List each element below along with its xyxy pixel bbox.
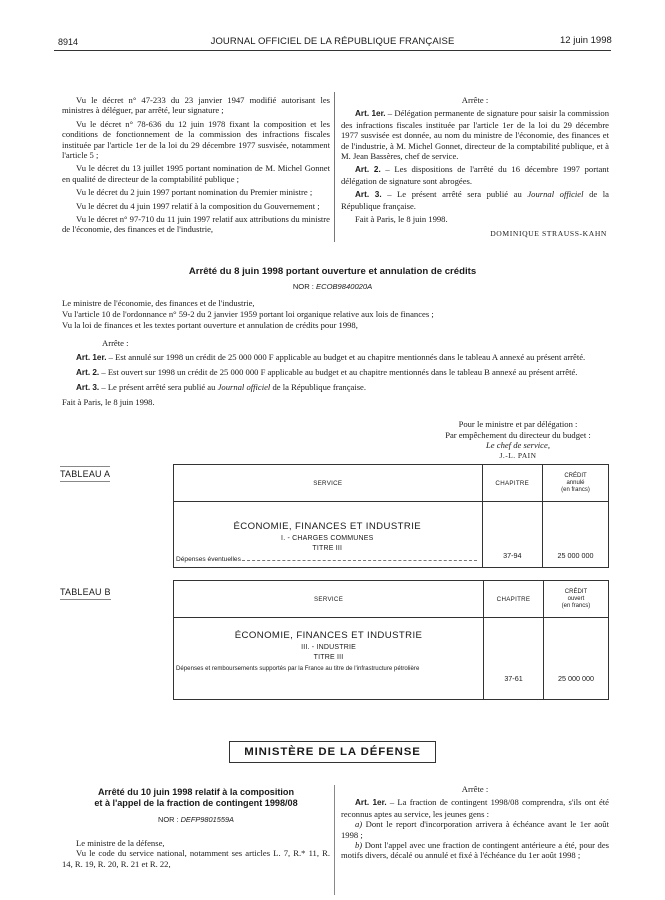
nor-label: NOR :: [157, 815, 181, 824]
signature-line: Par empêchement du directeur du budget :: [445, 429, 591, 440]
visa: Vu le décret du 2 juin 1997 portant nomination du Premier ministre ;: [76, 187, 313, 198]
nor-value: DEFP9801559A: [180, 815, 234, 824]
nor-label: NOR :: [292, 282, 317, 291]
article-label: Art. 1er.: [355, 109, 386, 119]
ministry-heading: ÉCONOMIE, FINANCES ET INDUSTRIE: [233, 521, 422, 532]
header-service: SERVICE: [174, 581, 484, 618]
arrete2-nor: [0, 282, 665, 291]
titre-heading: TITRE III: [313, 654, 344, 661]
list-item: [341, 819, 609, 840]
article-text: – Est ouvert sur 1998 un crédit de 25 000 000 F applicable au budget et au chapitre mentionnés dans le tableau B annexé au présent arrêté.: [99, 366, 578, 377]
column-divider: [334, 92, 335, 242]
journal-title: JOURNAL OFFICIEL DE LA RÉPUBLIQUE FRANÇAISE: [210, 36, 455, 47]
header-chapitre: CHAPITRE: [482, 465, 542, 502]
issue-date: 12 juin 1998: [560, 35, 612, 46]
ministry-heading: ÉCONOMIE, FINANCES ET INDUSTRIE: [234, 630, 423, 641]
chapitre-cell: 37-61: [484, 618, 544, 700]
signature-line: Pour le ministre et par délégation :: [458, 419, 578, 429]
article-label: Art. 3.: [76, 382, 100, 392]
fait-a-paris: Fait à Paris, le 8 juin 1998.: [355, 214, 448, 225]
article: [62, 352, 610, 364]
tableau-a-label: TABLEAU A: [60, 466, 110, 482]
arrete-label: Arrête :: [461, 95, 489, 105]
service-cell: [174, 502, 483, 568]
visa: Vu le décret n° 47-233 du 23 janvier 1947 modifié autorisant les ministres à déléguer, par arrêté, leur signature ;: [62, 95, 330, 116]
article-label: Art. 3.: [355, 190, 382, 200]
service-cell: [174, 618, 484, 700]
journal-officiel-ref: Journal officiel: [217, 381, 271, 392]
section-heading: III. - INDUSTRIE: [301, 644, 357, 651]
list-item: [341, 840, 609, 861]
visa: Vu le décret du 4 juin 1997 relatif à la composition du Gouvernement ;: [76, 200, 320, 211]
preamble-line: Le ministre de la défense,: [76, 838, 165, 848]
expense-line: [176, 556, 479, 563]
expense-label: Dépenses et remboursements supportés par la France au titre de l'infrastructure pétrolière: [176, 665, 420, 672]
page-number: 8914: [58, 37, 79, 47]
visa: Vu le décret du 13 juillet 1995 portant nomination de M. Michel Gonnet en qualité de directeur de la comptabilité publique ;: [62, 163, 330, 184]
chapitre-cell: 37-94: [482, 502, 542, 568]
article-text: – La fraction de contingent 1998/08 comprendra, s'ils ont été reconnus aptes au service, les jeunes gens :: [341, 797, 609, 819]
signature-title: Le chef de service,: [486, 440, 550, 451]
expense-line: [176, 665, 481, 672]
arrete3-nor: [62, 815, 330, 824]
arrete2-title: Arrêté du 8 juin 1998 portant ouverture et annulation de crédits: [188, 266, 477, 277]
tableau-b: [173, 580, 609, 700]
arrete2-signature-block: [425, 419, 611, 461]
ministry-banner: MINISTÈRE DE LA DÉFENSE: [229, 741, 436, 763]
table-row: [174, 502, 609, 568]
leader-dots: [242, 559, 477, 561]
article-text: – Est annulé sur 1998 un crédit de 25 000 000 F applicable au budget et au chapitre mentionnés dans le tableau A annexé au présent arrêté.: [106, 352, 586, 363]
nor-value: ECOB9840020A: [316, 282, 373, 291]
visa: Vu le décret n° 97-710 du 11 juin 1997 relatif aux attributions du ministre de l'économie, des finances et de l'industrie,: [62, 214, 330, 235]
article: [62, 382, 610, 394]
title-line: et à l'appel de la fraction de contingent 1998/08: [94, 797, 298, 808]
expense-label: Dépenses éventuelles: [176, 556, 241, 563]
arrete1-visas: [62, 95, 330, 235]
arrete2-body: [62, 298, 610, 407]
credit-cell: 25 000 000: [543, 618, 608, 700]
signature: DOMINIQUE STRAUSS-KAHN: [490, 229, 607, 239]
tableau-b-label: TABLEAU B: [60, 585, 111, 600]
arrete-label: Arrête :: [102, 338, 129, 349]
journal-officiel-ref: Journal officiel: [527, 189, 584, 200]
article-text: – Délégation permanente de signature pour saisir la commission des infractions fiscales instituée par l'article 1er de la loi du 29 décembre 1977 susvisée est donnée, au nom du ministre de l'économie, des finances et de l'industrie, à M. Michel Gonnet, directeur de la comptabilité publique, et à M. Jean Bassères, chef de service.: [341, 108, 609, 162]
article-text: – Le présent arrêté sera publié au: [381, 189, 528, 200]
title-line: Arrêté du 10 juin 1998 relatif à la composition: [97, 787, 295, 797]
article-text: de la République française.: [341, 189, 609, 211]
arrete3-articles: [341, 784, 609, 861]
titre-heading: TITRE III: [312, 545, 343, 552]
article: [341, 164, 609, 186]
tableau-a: [173, 464, 609, 568]
item-text: Dont l'appel avec une fraction de contingent antérieure a été, pour des motifs divers, décalé ou annulé et fixé à l'échéance du 1er août 1998 ;: [341, 840, 609, 861]
section-heading: I. - CHARGES COMMUNES: [281, 535, 374, 542]
article-label: Art. 2.: [76, 367, 100, 377]
article: [62, 367, 610, 379]
table-header-row: [174, 465, 609, 502]
header-chapitre: CHAPITRE: [484, 581, 544, 618]
article-label: Art. 1er.: [355, 798, 387, 808]
header-rule: [54, 50, 611, 51]
preamble-line: Vu le code du service national, notamment ses articles L. 7, R.* 11, R. 14, R. 19, R. 20, R. 21 et R. 22,: [62, 848, 330, 869]
item-text: Dont le report d'incorporation arrivera à échéance avant le 1er août 1998 ;: [341, 819, 609, 840]
signature-name: J.-L. PAIN: [499, 450, 537, 460]
header-credit: CRÉDIT ouvert (en francs): [543, 581, 608, 618]
article-text: – Les dispositions de l'arrêté du 16 décembre 1997 portant délégation de signature sont abrogées.: [341, 164, 609, 186]
table-header-row: [174, 581, 609, 618]
article: [341, 189, 609, 211]
article-label: Art. 2.: [355, 165, 381, 175]
credit-cell: 25 000 000: [542, 502, 608, 568]
visa: Vu le décret n° 78-636 du 12 juin 1978 fixant la composition et les conditions de fonctionnement de la commission des infractions fiscales instituée par l'article 1er de la loi du 29 décembre 1977 susvisée, notamment l'article 5 ;: [62, 118, 330, 161]
article-text: – Le présent arrêté sera publié au: [99, 381, 218, 392]
fait-a-paris: Fait à Paris, le 8 juin 1998.: [62, 396, 155, 407]
preamble-line: Le ministre de l'économie, des finances et de l'industrie,: [62, 298, 255, 308]
item-marker: b): [355, 840, 363, 851]
article-label: Art. 1er.: [76, 353, 107, 363]
item-marker: a): [355, 819, 363, 830]
header-service: SERVICE: [174, 465, 483, 502]
article: [341, 797, 609, 819]
article-text: de la République française.: [270, 381, 367, 392]
arrete3-title: [62, 787, 330, 808]
article: [341, 108, 609, 161]
column-divider: [334, 785, 335, 895]
preamble-line: Vu la loi de finances et les textes portant ouverture et annulation de crédits pour 1998,: [62, 319, 358, 330]
preamble-line: Vu l'article 10 de l'ordonnance n° 59-2 du 2 janvier 1959 portant loi organique relative aux lois de finances ;: [62, 308, 434, 319]
arrete-label: Arrête :: [461, 784, 489, 794]
table-row: [174, 618, 609, 700]
header-credit: CRÉDIT annulé (en francs): [542, 465, 608, 502]
arrete1-articles: [341, 95, 609, 238]
arrete3-preamble: [62, 838, 330, 869]
